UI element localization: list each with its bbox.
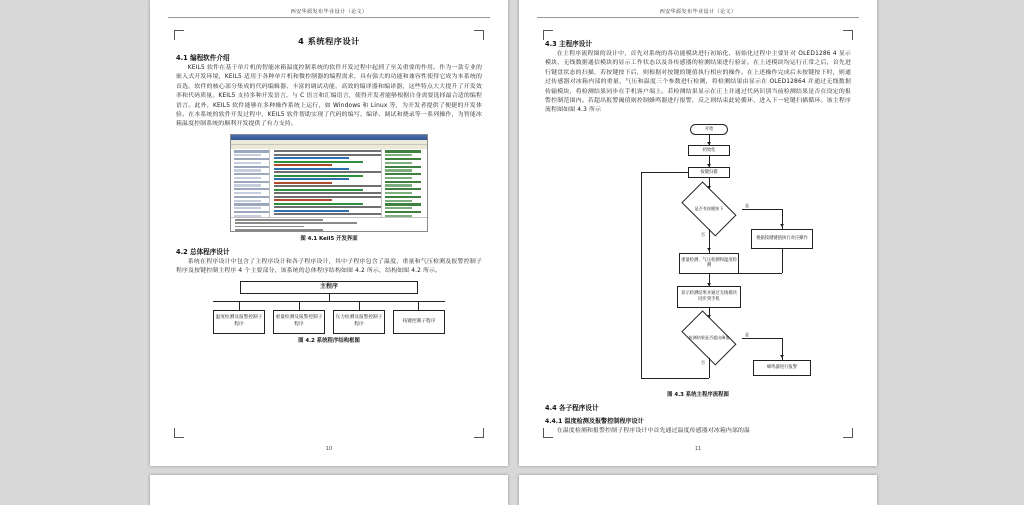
document-page-left-next — [150, 475, 508, 505]
flow-label-yes-key: 是 — [745, 202, 749, 208]
flow-node-threshold-check-label: 检测结果是否超出阈值 — [688, 335, 730, 341]
flow-node-display-sync: 显示检测结果并通过无线模块同步到手机 — [677, 286, 741, 308]
page-header: 西安华源发布毕业设计（论文） — [168, 8, 490, 18]
page-right-inner — [537, 8, 859, 458]
paragraph-4-3: 在主程序流程图的设计中，首先对系统的各功能模块进行初始化，初始化过程中主要针对 OLED1286 4 显示模块、无线数据通信模块的显示工作状态以及各传感器的检测结果进行验证。在上述模块均运行正常之后，首先进行键盘状态的扫描，若按键按下后，则根据对按键的键值执行相应的操作。在上述操作完成后未按键按下时，则通过传感器对冰箱内部的重量、气压和温度三个参数进行检测，将检测结果由显示在 OLED12864 并通过无线数据传输模块，将检测结果同步在手机客户端上。若检测结果显示在正上并通过代码识别当前检测结果是否在设定的报警控制范围内。若超出报警阈值则控制蜂鸣器进行报警，反之则结束此轮循环，进入下一轮键扫描循环。该主程序流程图如图 4.3 所示 — [545, 51, 851, 114]
page-left-body — [176, 34, 482, 432]
diagram-leaf-key: 按键控制子程序 — [393, 310, 445, 334]
page-number-right: 11 — [694, 446, 702, 452]
flow-node-threshold-check — [676, 318, 742, 358]
section-heading-4-3: 4.3 主程序设计 — [545, 40, 592, 48]
flow-node-key-check — [676, 189, 742, 229]
figure-caption-4-2: 图 4.2 系统程序结构框图 — [298, 337, 360, 344]
page-header-right: 西安华源发布毕业设计（论文） — [537, 8, 859, 18]
flow-node-key-scan: 按键扫描 — [688, 167, 730, 178]
diagram-leaf-temperature: 温度检测及报警控制子程序 — [213, 310, 265, 334]
ide-symbol-panel — [381, 149, 427, 217]
flow-label-no-key: 否 — [701, 231, 705, 237]
ide-project-tree — [231, 149, 270, 217]
flow-node-init: 初始化 — [688, 145, 730, 156]
flow-node-key-check-label: 是否有按键按下 — [694, 206, 724, 212]
document-page-left — [150, 0, 508, 466]
diagram-leaf-weight: 重量检测及报警控制子程序 — [273, 310, 325, 334]
section-heading-4-4-1: 4.4.1 温度检测及报警控制程序设计 — [545, 417, 644, 425]
flow-label-no-threshold: 否 — [701, 359, 705, 365]
document-page-right — [519, 0, 877, 466]
flow-node-buzzer-alarm: 蜂鸣器进行报警 — [753, 360, 811, 376]
ide-code-editor — [270, 149, 381, 217]
paragraph-4-4-1: 在温度检测和报警控制子程序设计中首先通过温度传感器对冰箱内部的温 — [556, 427, 751, 434]
diagram-connector-root — [329, 294, 330, 301]
chapter-title: 4 系统程序设计 — [298, 36, 360, 46]
page-left-inner — [168, 8, 490, 458]
page-right-body — [545, 34, 851, 432]
paragraph-4-2: 系统在程序设计中包含了主程序设计和各子程序设计，其中子程序包含了温度、重量和气压检测及报警控制子程序及按键控制主程序 4 个主要部分，该系统的总体程序结构如图 4.2 所示，结构如图 4.2 所示。 — [176, 258, 482, 275]
ide-output-window — [231, 217, 427, 231]
diagram-leaf-row — [213, 310, 445, 334]
figure-program-structure-diagram — [176, 281, 482, 334]
flow-node-sensor-detect: 重量检测、气压检测和温度检测 — [679, 253, 739, 274]
diagram-branch-bar — [213, 301, 445, 310]
paragraph-4-1: KEIL5 软件在基于单片机的智能冰箱温度控制系统的软件开发过程中起到了至关重要的作用。作为一款专业的嵌入式开发环境，KEIL5 适用于各种单片机和微控制器的编程需求，具有强大的功能和兼容性使得它成为本系统的首选。软件的核心部分集成的代码编辑器、丰富的调试功能，高效的编译器和编译器，这些特点大大提升了开发效率和代码质量。KEIL5 支持多种开发语言，与 C 语言和汇编语言，使得开发者能够根据自身需要选择最合适的编程语言。此外，KEIL5 软件能够在多种操作系统上运行，如 Windows 和 Linux 等，为开发者提供了便捷的开发体验。在本系统的软件开发过程中，KEIL5 软件帮助实现了代码的编写、编译、调试和烧录等一系列操作，为智能冰箱温度控制系统的顺利开发提供了有力支持。 — [176, 65, 482, 128]
figure-keil-ide-screenshot — [230, 134, 428, 232]
section-heading-4-2: 4.2 总体程序设计 — [176, 247, 230, 256]
figure-main-program-flowchart — [545, 120, 851, 388]
section-heading-4-1: 4.1 编程软件介绍 — [176, 54, 230, 62]
flow-label-yes-threshold: 是 — [745, 331, 749, 337]
section-heading-4-4: 4.4 各子程序设计 — [545, 403, 599, 412]
figure-caption-4-1: 图 4.1 Keil5 开发界面 — [300, 235, 358, 242]
document-page-right-next — [519, 475, 877, 505]
flow-node-start: 开始 — [690, 124, 728, 135]
flow-node-key-action: 根据按键键值执行对应操作 — [751, 229, 813, 249]
diagram-leaf-pressure: 压力检测及报警控制子程序 — [333, 310, 385, 334]
diagram-root-node: 主程序 — [240, 281, 418, 294]
figure-caption-4-3: 图 4.3 系统主程序流程图 — [667, 391, 729, 398]
page-number-left: 10 — [325, 446, 333, 452]
